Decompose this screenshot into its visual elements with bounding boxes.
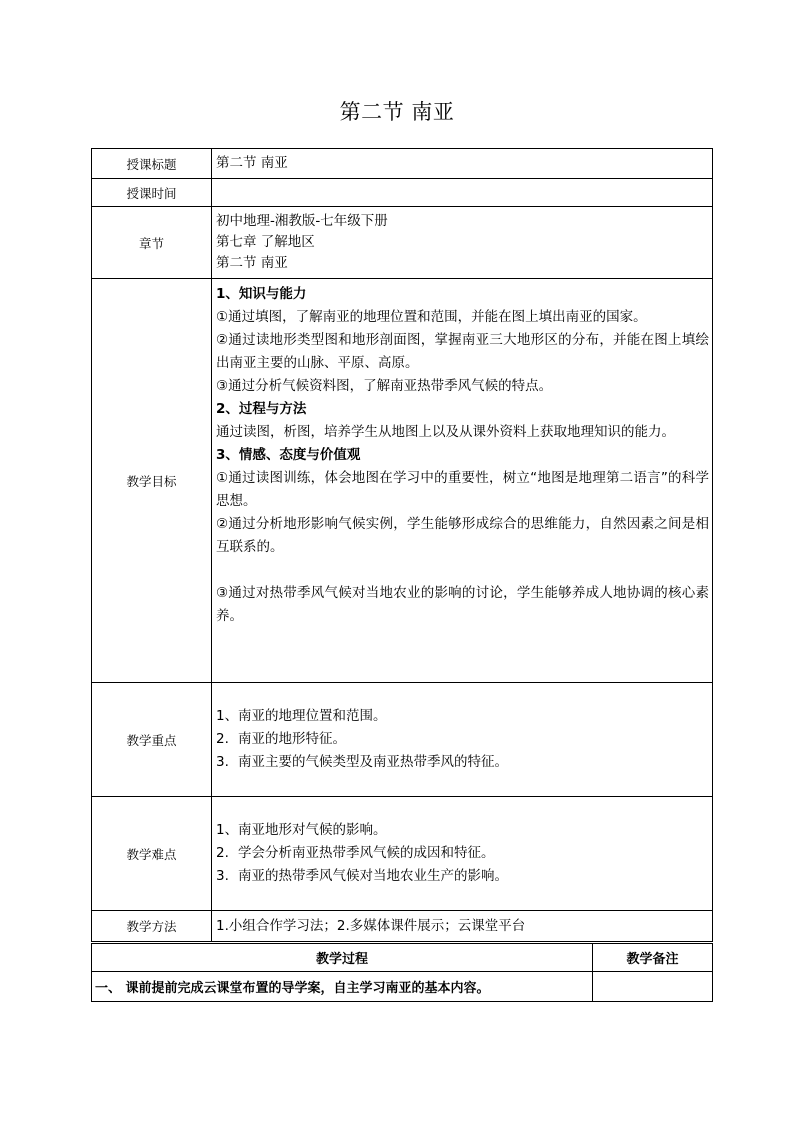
value-objectives — [212, 279, 713, 683]
row-methods — [92, 911, 713, 942]
list-number: 1、 — [216, 708, 239, 724]
list-text: 学会分析南亚热带季风气候的成因和特征。 — [238, 845, 495, 861]
row-difficulties — [92, 797, 713, 911]
process-table — [91, 943, 713, 1002]
objective-item: ③通过分析气候资料图，了解南亚热带季风气候的特点。 — [216, 378, 553, 394]
list-number: 1、 — [216, 822, 239, 838]
row-course-title — [92, 149, 713, 179]
row-objectives — [92, 279, 713, 683]
label-course-title: 授课标题 — [92, 149, 212, 179]
list-text: 南亚主要的气候类型及南亚热带季风的特征。 — [238, 754, 508, 770]
process-step-row — [92, 972, 713, 1002]
list-item — [216, 865, 709, 888]
process-step: 一、 课前提前完成云课堂布置的导学案，自主学习南亚的基本内容。 — [92, 972, 593, 1002]
row-key-points — [92, 683, 713, 797]
list-number: 2. — [216, 845, 229, 861]
list-item — [216, 842, 709, 865]
list-item — [216, 728, 709, 751]
list-text: 南亚的地形特征。 — [238, 731, 346, 747]
label-methods: 教学方法 — [92, 911, 212, 942]
list-number: 2. — [216, 731, 229, 747]
list-item — [216, 705, 709, 728]
page-title: 第二节 南亚 — [339, 100, 455, 124]
list-text: 南亚的热带季风气候对当地农业生产的影响。 — [238, 868, 508, 884]
label-objectives: 教学目标 — [92, 279, 212, 683]
objective-heading: 1、知识与能力 — [216, 286, 307, 302]
objective-item: ①通过填图，了解南亚的地理位置和范围，并能在图上填出南亚的国家。 — [216, 309, 647, 325]
lesson-plan-table — [91, 148, 713, 942]
objective-item: ③通过对热带季风气候对当地农业的影响的讨论，学生能够养成人地协调的核心素养。 — [216, 585, 709, 624]
label-course-time: 授课时间 — [92, 179, 212, 207]
objective-item: ②通过读地形类型图和地形剖面图，掌握南亚三大地形区的分布，并能在图上填绘出南亚主要的山脉、平原、高原。 — [216, 332, 709, 371]
row-course-time — [92, 179, 713, 207]
label-key-points: 教学重点 — [92, 683, 212, 797]
blank-line — [216, 559, 709, 582]
chapter-line: 初中地理-湘教版-七年级下册 — [216, 213, 388, 229]
label-difficulties: 教学难点 — [92, 797, 212, 911]
process-header-row — [92, 944, 713, 972]
objective-item: ①通过读图训练，体会地图在学习中的重要性，树立“地图是地理第二语言”的科学思想。 — [216, 470, 709, 509]
value-methods: 1.小组合作学习法；2.多媒体课件展示；云课堂平台 — [212, 911, 713, 942]
value-course-title: 第二节 南亚 — [212, 149, 713, 179]
row-chapter — [92, 207, 713, 279]
list-item — [216, 819, 709, 842]
process-step-notes — [593, 972, 713, 1002]
chapter-line: 第二节 南亚 — [216, 255, 288, 271]
objective-item: 通过读图，析图，培养学生从地图上以及从课外资料上获取地理知识的能力。 — [216, 424, 675, 440]
objective-heading: 2、过程与方法 — [216, 401, 307, 417]
value-difficulties — [212, 797, 713, 911]
value-chapter — [212, 207, 713, 279]
list-number: 3. — [216, 868, 229, 884]
list-item — [216, 751, 709, 774]
list-number: 3. — [216, 754, 229, 770]
header-process: 教学过程 — [92, 944, 593, 972]
list-text: 南亚地形对气候的影响。 — [238, 822, 387, 838]
value-key-points — [212, 683, 713, 797]
chapter-line: 第七章 了解地区 — [216, 234, 315, 250]
header-notes: 教学备注 — [593, 944, 713, 972]
list-text: 南亚的地理位置和范围。 — [238, 708, 387, 724]
objective-heading: 3、情感、态度与价值观 — [216, 447, 361, 463]
objective-item: ②通过分析地形影响气候实例，学生能够形成综合的思维能力，自然因素之间是相互联系的。 — [216, 516, 709, 555]
value-course-time — [212, 179, 713, 207]
label-chapter: 章节 — [92, 207, 212, 279]
